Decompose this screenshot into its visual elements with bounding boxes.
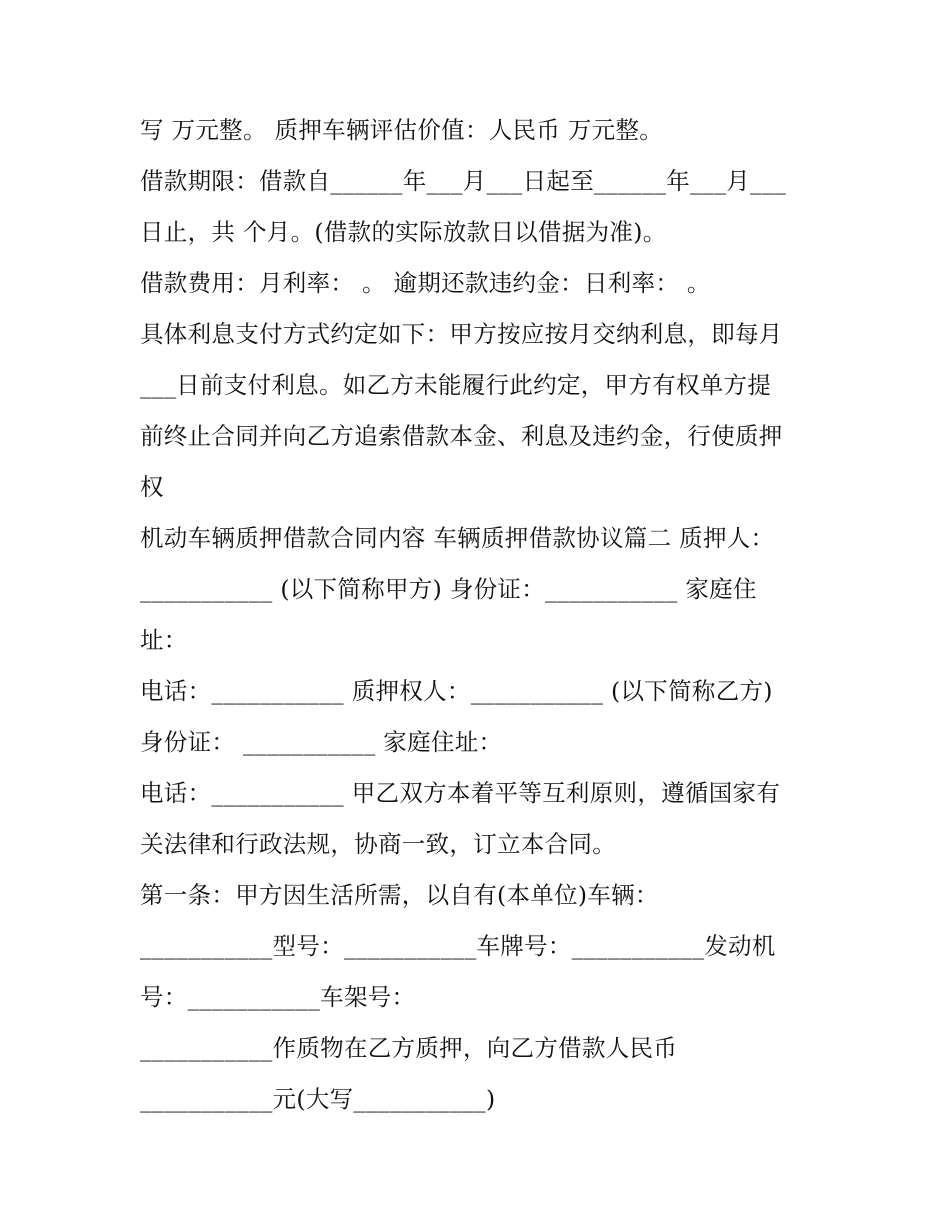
text-line: ___________型号：___________车牌号：___________发动机 xyxy=(140,932,776,960)
text-line: 借款期限：借款自______年___月___日起至______年___月___ xyxy=(140,167,787,195)
text-line: 电话：___________ 质押权人：___________ (以下简称乙方) xyxy=(140,677,773,705)
text-line: 借款费用：月利率： 。 逾期还款违约金：日利率： 。 xyxy=(140,269,711,297)
text-line: 机动车辆质押借款合同内容 车辆质押借款协议篇二 质押人： xyxy=(140,524,775,552)
text-line: ___________元(大写___________) xyxy=(140,1085,496,1113)
text-line: ___________作质物在乙方质押，向乙方借款人民币 xyxy=(140,1034,678,1062)
text-line: 第一条：甲方因生活所需，以自有(本单位)车辆： xyxy=(140,881,659,909)
text-line: 号：___________车架号： xyxy=(140,983,416,1011)
text-line: 身份证： ___________ 家庭住址： xyxy=(140,728,503,756)
text-line: ___日前支付利息。如乙方未能履行此约定，甲方有权单方提 xyxy=(140,371,772,399)
text-line: 址： xyxy=(140,626,188,654)
contract-body xyxy=(140,105,820,1125)
text-line: 前终止合同并向乙方追索借款本金、利息及违约金，行使质押 xyxy=(140,422,783,450)
text-line: ___________ (以下简称甲方) 身份证：___________ 家庭住 xyxy=(140,575,757,603)
text-line: 关法律和行政法规，协商一致，订立本合同。 xyxy=(140,830,616,858)
text-line: 日止，共 个月。(借款的实际放款日以借据为准)。 xyxy=(140,218,667,246)
text-line: 具体利息支付方式约定如下：甲方按应按月交纳利息，即每月 xyxy=(140,320,783,348)
text-line: 写 万元整。 质押车辆评估价值：人民币 万元整。 xyxy=(140,116,664,144)
text-line: 电话：___________ 甲乙双方本着平等互利原则，遵循国家有 xyxy=(140,779,781,807)
text-line: 权 xyxy=(140,473,164,501)
